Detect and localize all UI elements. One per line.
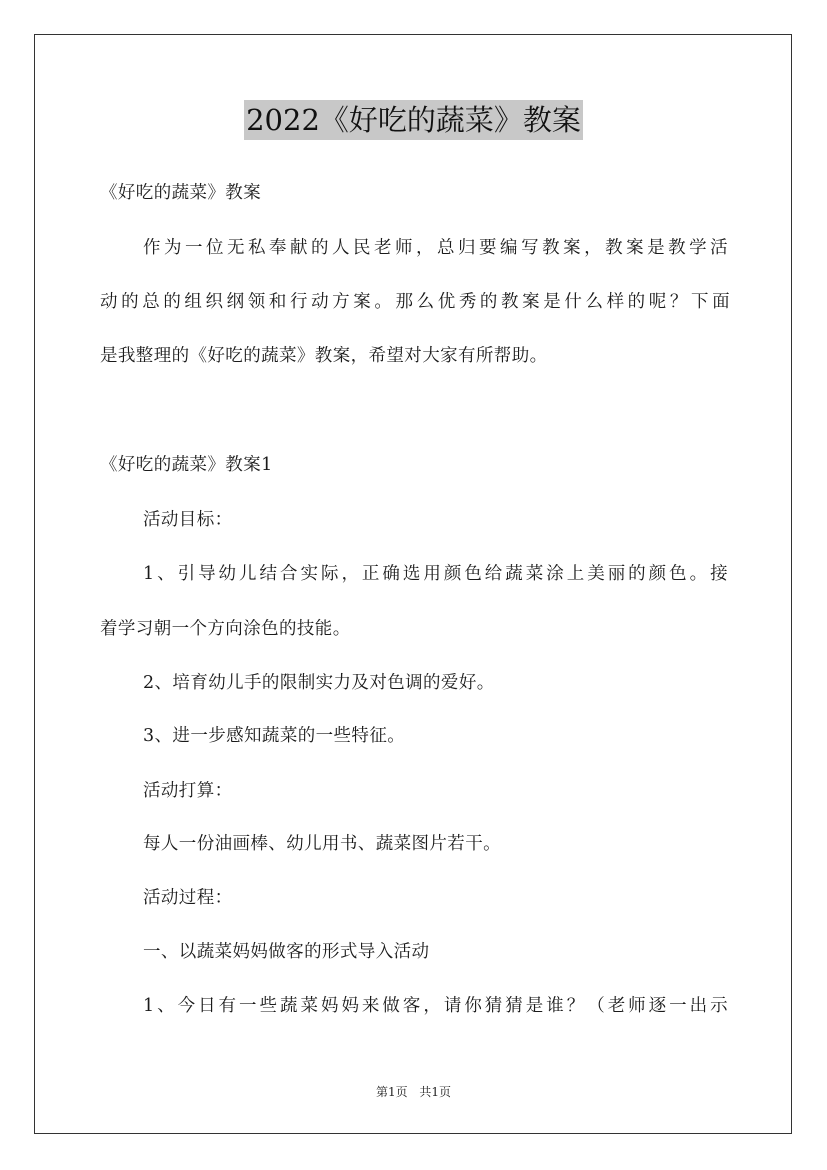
section-heading-intro: 《好吃的蔬菜》教案 — [100, 183, 262, 203]
page-total: 共1页 — [419, 1085, 452, 1099]
list-item: 3、进一步感知蔬菜的一些特征。 — [143, 726, 406, 746]
title-container — [0, 100, 827, 140]
list-item-continuation: 着学习朝一个方向涂色的技能。 — [100, 619, 351, 639]
list-item: 1、今日有一些蔬菜妈妈来做客，请你猜猜是谁？（老师逐一出示 — [143, 996, 728, 1016]
section-heading-lesson-1: 《好吃的蔬菜》教案1 — [100, 455, 273, 475]
paragraph-line: 是我整理的《好吃的蔬菜》教案，希望对大家有所帮助。 — [100, 346, 548, 366]
list-item: 2、培育幼儿手的限制实力及对色调的爱好。 — [143, 673, 495, 693]
subheading-preparation: 活动打算： — [143, 781, 233, 801]
document-title: 2022《好吃的蔬菜》教案 — [244, 100, 583, 140]
process-step-heading: 一、以蔬菜妈妈做客的形式导入活动 — [143, 942, 430, 962]
list-item: 1、引导幼儿结合实际，正确选用颜色给蔬菜涂上美丽的颜色。接 — [143, 564, 728, 584]
paragraph-line: 每人一份油画棒、幼儿用书、蔬菜图片若干。 — [143, 834, 501, 854]
page-footer — [0, 1083, 827, 1101]
paragraph-line: 动的总的组织纲领和行动方案。那么优秀的教案是什么样的呢？下面 — [100, 292, 730, 312]
subheading-process: 活动过程： — [143, 888, 233, 908]
subheading-goals: 活动目标： — [143, 510, 233, 530]
paragraph-line: 作为一位无私奉献的人民老师，总归要编写教案，教案是教学活 — [143, 238, 728, 258]
page-number: 第1页 — [375, 1085, 408, 1099]
